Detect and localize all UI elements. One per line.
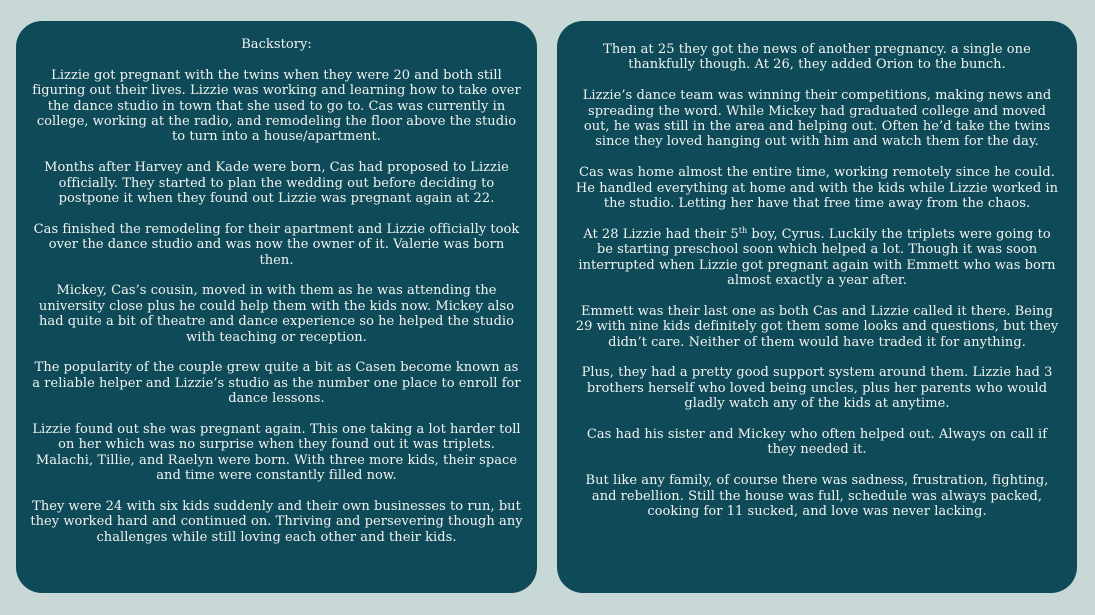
paragraph-orion: Then at 25 they got the news of another pregnancy. a single one thankfully though. At 26, they added Orion to the bunch.: [603, 42, 1031, 73]
paragraph-six-kids: They were 24 with six kids suddenly and their own businesses to run, but they worked hard and continued on. Thriving and persevering though any challenges while still loving each other and their kids.: [30, 499, 523, 545]
paragraph-dance-team: Lizzie’s dance team was winning their competitions, making news and spreading the word. While Mickey had graduated college and moved out, he was still in the area and helping out. Often he’d take the twins since they loved hanging out with him and watch them for the day.: [582, 88, 1052, 150]
paragraph-cas-home: Cas was home almost the entire time, working remotely since he could. He handled everything at home and with the kids while Lizzie worked in the studio. Letting her have that free time away from the chaos.: [575, 165, 1059, 212]
paragraph-sister: Cas had his sister and Mickey who often helped out. Always on call if they needed it.: [586, 427, 1048, 458]
ordinal-suffix: th: [738, 225, 748, 235]
backstory-heading: Backstory:: [241, 37, 312, 52]
paragraph-valerie: Cas finished the remodeling for their apartment and Lizzie officially took over the dance studio and was now the owner of it. Valerie was born then.: [33, 221, 520, 268]
paragraph-popularity: The popularity of the couple grew quite a bit as Casen become known as a reliable helper and Lizzie’s studio as the number one place to enroll for dance lessons.: [32, 360, 521, 407]
paragraph-cyrus: [574, 227, 1060, 289]
paragraph-mickey: Mickey, Cas’s cousin, moved in with them as he was attending the university close plus he could help them with the kids now. Mickey also had quite a bit of theatre and dance experience so he helped the studio with teaching or reception.: [38, 283, 515, 345]
paragraph-emmett: Emmett was their last one as both Cas and Lizzie called it there. Being 29 with nine kids definitely got them some looks and questions, but they didn’t care. Neither of them would have traded it for anything.: [575, 303, 1059, 350]
paragraph-proposal: Months after Harvey and Kade were born, Cas had proposed to Lizzie officially. They started to plan the wedding out before deciding to postpone it when they found out Lizzie was pregnant again at 22.: [44, 160, 509, 207]
paragraph-twins: Lizzie got pregnant with the twins when they were 20 and both still figuring out their lives. Lizzie was working and learning how to take over the dance studio in town that she used to go to. Cas was currently in college, working at the radio, and remodeling the floor above the studio to turn into a house/apartment.: [32, 67, 521, 145]
cyrus-text-end: boy, Cyrus. Luckily the triplets were going to be starting preschool soon which helped a lot. Though it was soon interrupted when Lizzie got pregnant again with Emmett who was born almost exactly a year after.: [578, 226, 1056, 289]
cyrus-text-start: At 28 Lizzie had their 5: [583, 226, 739, 242]
paragraph-triplets: Lizzie found out she was pregnant again. This one taking a lot harder toll on her which was no surprise when they found out it was triplets. Malachi, Tillie, and Raelyn were born. With three more kids, their space and time were constantly filled now.: [32, 422, 521, 484]
paragraph-family: But like any family, of course there was sadness, frustration, fighting, and rebellion. Still the house was full, schedule was always packed, cooking for 11 sucked, and love was never lacking.: [585, 473, 1049, 520]
paragraph-support: Plus, they had a pretty good support system around them. Lizzie had 3 brothers herself who loved being uncles, plus her parents who would gladly watch any of the kids at anytime.: [581, 365, 1053, 412]
backstory-right-panel: [557, 21, 1077, 593]
backstory-left-panel: [16, 21, 537, 593]
